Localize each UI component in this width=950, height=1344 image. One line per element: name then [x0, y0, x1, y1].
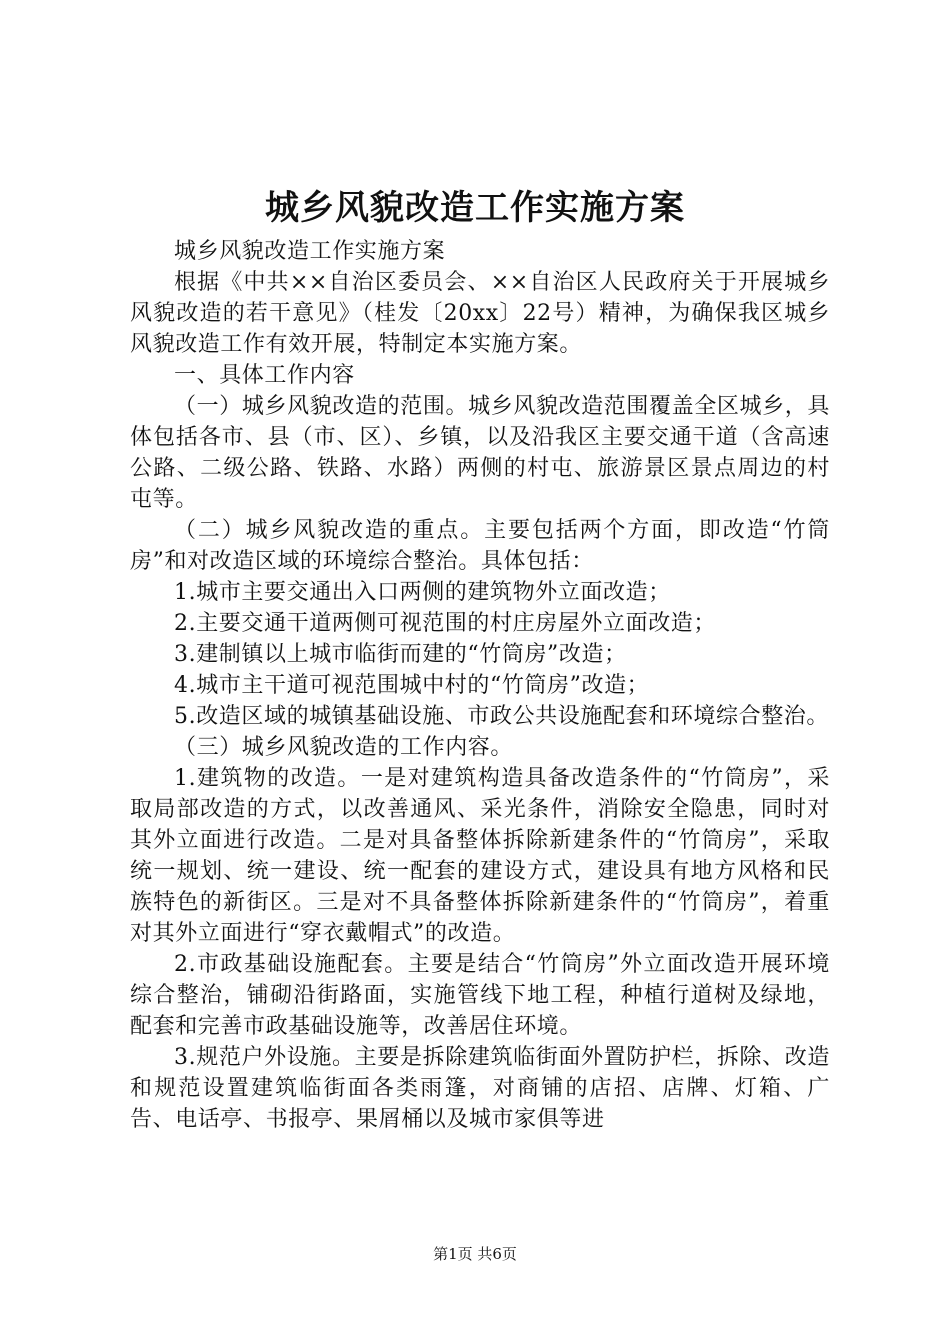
list-item: 1.城市主要交通出入口两侧的建筑物外立面改造； [174, 580, 671, 605]
section-heading: 一、具体工作内容 [174, 363, 355, 388]
paragraph: （一）城乡风貌改造的范围。城乡风貌改造范围覆盖全区城乡，具体包括各市、县（市、区）、乡镇，以及沿我区主要交通干道（含高速公路、二级公路、铁路、水路）两侧的村屯、旅游景区景点周边的村屯等。 [130, 394, 830, 512]
paragraph: 3.规范户外设施。主要是拆除建筑临街面外置防护栏，拆除、改造和规范设置建筑临街面各类雨篷，对商铺的店招、店牌、灯箱、广告、电话亭、书报亭、果屑桶以及城市家俱等进 [130, 1045, 830, 1132]
paragraph: （二）城乡风貌改造的重点。主要包括两个方面，即改造“竹筒房”和对改造区域的环境综合整治。具体包括： [130, 518, 830, 574]
paragraph: 城乡风貌改造工作实施方案 [174, 239, 446, 264]
paragraph: 1.建筑物的改造。一是对建筑构造具备改造条件的“竹筒房”，采取局部改造的方式，以改善通风、采光条件，消除安全隐患，同时对其外立面进行改造。二是对具备整体拆除新建条件的“竹筒房”，采取统一规划、统一建设、统一配套的建设方式，建设具有地方风格和民族特色的新街区。三是对不具备整体拆除新建条件的“竹筒房”，着重对其外立面进行“穿衣戴帽式”的改造。 [130, 766, 830, 946]
subsection-heading: （三）城乡风貌改造的工作内容。 [174, 735, 514, 760]
paragraph: 2.市政基础设施配套。主要是结合“竹筒房”外立面改造开展环境综合整治，铺砌沿街路面，实施管线下地工程，种植行道树及绿地，配套和完善市政基础设施等，改善居住环境。 [130, 952, 830, 1039]
list-item: 2.主要交通干道两侧可视范围的村庄房屋外立面改造； [174, 611, 716, 636]
list-item: 3.建制镇以上城市临街而建的“竹筒房”改造； [174, 642, 627, 667]
document-title: 城乡风貌改造工作实施方案 [265, 188, 685, 228]
paragraph: 根据《中共××自治区委员会、××自治区人民政府关于开展城乡风貌改造的若干意见》（桂发〔20xx〕22号）精神，为确保我区城乡风貌改造工作有效开展，特制定本实施方案。 [130, 270, 830, 357]
document-body [130, 236, 830, 1135]
list-item: 4.城市主干道可视范围城中村的“竹筒房”改造； [174, 673, 650, 698]
list-item: 5.改造区域的城镇基础设施、市政公共设施配套和环境综合整治。 [174, 704, 829, 729]
page-number: 第1页 共6页 [433, 1245, 517, 1263]
